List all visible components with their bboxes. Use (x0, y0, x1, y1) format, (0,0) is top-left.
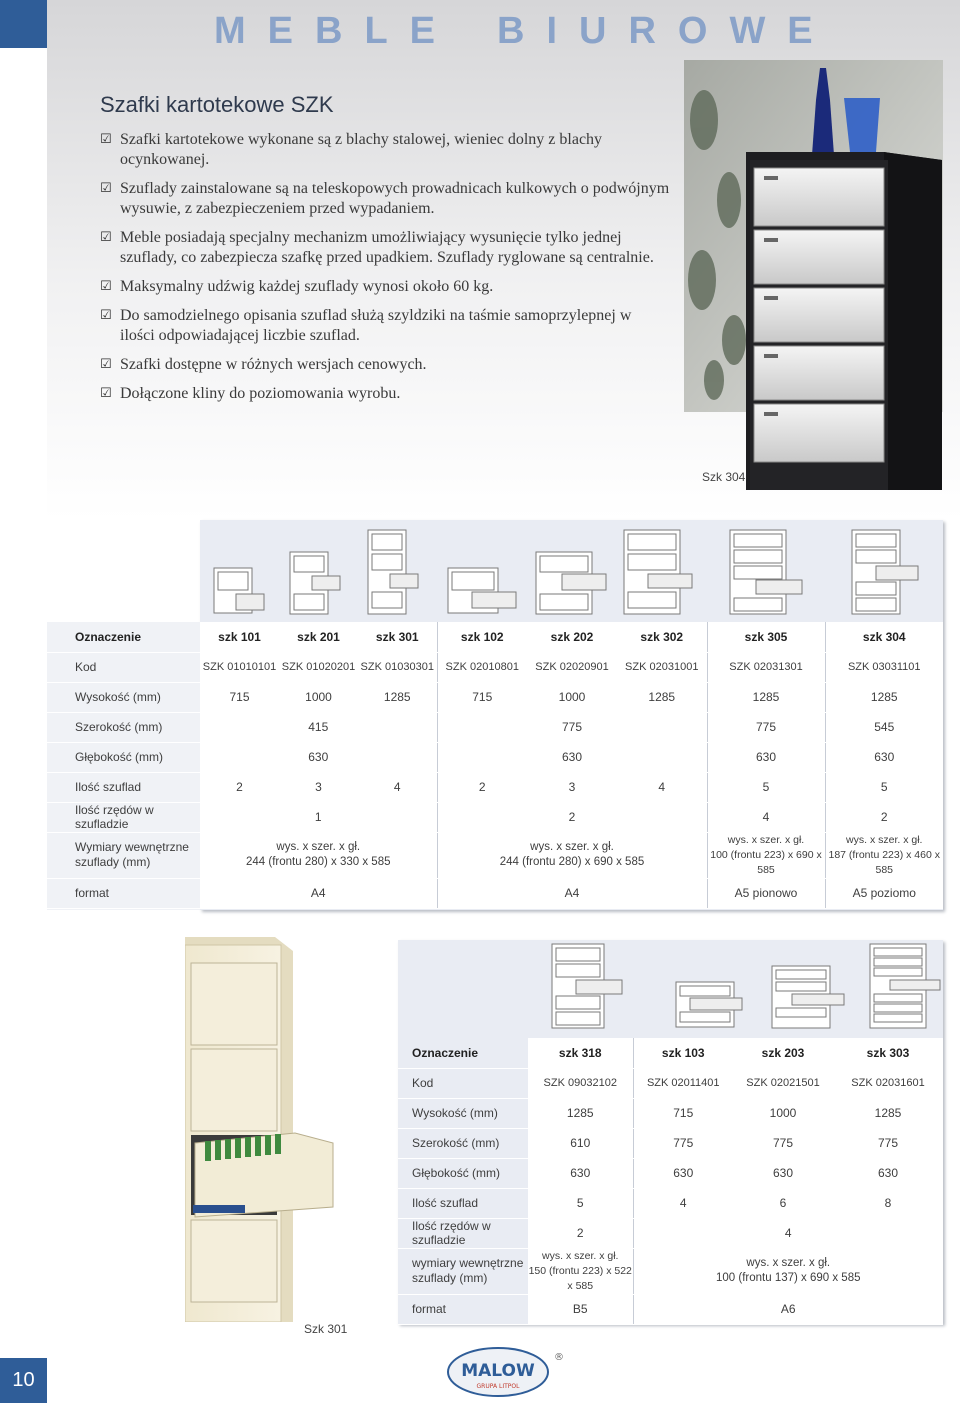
height-cell: 1000 (279, 682, 358, 712)
model-cell: szk 102 (437, 622, 527, 652)
dims-value: 244 (frontu 280) x 330 x 585 (246, 856, 391, 868)
feature-item: ☑ Do samodzielnego opisania szuflad służą szyldziki na taśmie samoprzylepnej w ilości odpowiadającej liczbie szuflad. (100, 307, 632, 344)
code-cell: SZK 01010101 (200, 652, 279, 682)
height-cell: 715 (633, 1098, 733, 1128)
table-row (47, 742, 943, 772)
depth-cell: 630 (528, 1158, 633, 1188)
rows-cell: 2 (528, 1218, 633, 1248)
row-label-glebokosc: Głębokość (mm) (47, 742, 200, 772)
checkbox-icon: ☑ (100, 386, 112, 401)
table-row (398, 1098, 943, 1128)
drawers-cell: 6 (733, 1188, 833, 1218)
feature-item: ☑ Szafki dostępne w różnych wersjach cenowych. (100, 356, 427, 373)
depth-cell: 630 (437, 742, 707, 772)
cabinet-szk101-icon (214, 568, 264, 613)
height-cell: 715 (200, 682, 279, 712)
drawers-cell: 4 (633, 1188, 733, 1218)
cabinet-szk103-icon (676, 982, 742, 1027)
cabinet-szk302-icon (624, 530, 692, 614)
row-label-ilosc: Ilość szuflad (398, 1188, 528, 1218)
row-label-wysokosc: Wysokość (mm) (398, 1098, 528, 1128)
cabinet-szk304-icon (852, 530, 918, 614)
row-label-format: format (398, 1294, 528, 1324)
cabinet-szk305-icon (730, 530, 802, 614)
row-label-rzedy: Ilość rzędów w szufladzie (47, 802, 200, 832)
format-cell: A6 (633, 1294, 943, 1324)
height-cell: 1000 (527, 682, 617, 712)
drawers-cell: 2 (200, 772, 279, 802)
spec-table-2 (398, 1038, 943, 1325)
cabinet-szk203-icon (772, 966, 844, 1028)
table-row (47, 622, 943, 652)
section-title: Szafki kartotekowe SZK (100, 92, 334, 117)
cabinet-szk303-icon (870, 944, 940, 1028)
feature-item: ☑ Meble posiadają specjalny mechanizm umożliwiający wysunięcie tylko jednej szuflady, co zabezpiecza szafkę przed upadkiem. Szuflady ryglowane są centralnie. (100, 229, 654, 266)
row-label-kod: Kod (47, 652, 200, 682)
row-label-glebokosc: Głębokość (mm) (398, 1158, 528, 1188)
height-cell: 1285 (358, 682, 437, 712)
depth-cell: 630 (833, 1158, 943, 1188)
dims-head: wys. x szer. x gł. (746, 1257, 831, 1269)
dims-cell (528, 1248, 633, 1294)
width-cell: 775 (707, 712, 825, 742)
dims-head: wys. x szer. x gł. (276, 841, 361, 853)
drawers-cell: 5 (825, 772, 943, 802)
model-cell: szk 318 (528, 1038, 633, 1068)
table-row (398, 1068, 943, 1098)
table-row (47, 878, 943, 908)
width-cell: 775 (633, 1128, 733, 1158)
header-word-1: MEBLE (214, 10, 457, 52)
dims-head: wys. x szer. x gł. (846, 833, 923, 846)
code-cell: SZK 02020901 (527, 652, 617, 682)
feature-item: ☑ Dołączone kliny do poziomowania wyrobu. (100, 385, 401, 402)
row-label-format: format (47, 878, 200, 908)
table-row (398, 1038, 943, 1068)
cabinet-icons-row-2 (540, 936, 943, 1036)
code-cell: SZK 03031101 (825, 652, 943, 682)
model-cell: szk 302 (617, 622, 707, 652)
rows-cell: 4 (633, 1218, 943, 1248)
header-word-2: BIUROWE (497, 10, 835, 52)
format-cell: A4 (200, 878, 437, 908)
row-label-wymiary: Wymiary wewnętrzne szuflady (mm) (47, 832, 200, 878)
row-label-kod: Kod (398, 1068, 528, 1098)
height-cell: 1000 (733, 1098, 833, 1128)
feature-item: ☑ Szuflady zainstalowane są na teleskopowych prowadnicach kulkowych o podwójnym wysuwie, z zabezpieczeniem przed wypadaniem. (100, 180, 670, 217)
checkbox-icon: ☑ (100, 230, 112, 245)
depth-cell: 630 (200, 742, 437, 772)
rows-cell: 2 (825, 802, 943, 832)
logo-registered-mark: ® (554, 1352, 564, 1363)
code-cell: SZK 01030301 (358, 652, 437, 682)
format-cell: A5 pionowo (707, 878, 825, 908)
dims-cell (825, 832, 943, 878)
cabinet-szk318-icon (552, 944, 622, 1028)
dims-cell (437, 832, 707, 878)
height-cell: 1285 (707, 682, 825, 712)
cabinet-icons-row-1 (200, 522, 943, 622)
page-number: 10 (0, 1358, 47, 1403)
feature-item: ☑ Szafki kartotekowe wykonane są z blachy stalowej, wieniec dolny z blachy ocynkowanej. (100, 131, 603, 168)
cabinet-szk301-icon (368, 530, 418, 614)
feature-list (100, 130, 670, 413)
drawers-cell: 5 (707, 772, 825, 802)
code-cell: SZK 02021501 (733, 1068, 833, 1098)
model-cell: szk 305 (707, 622, 825, 652)
height-cell: 1285 (528, 1098, 633, 1128)
code-cell: SZK 02031601 (833, 1068, 943, 1098)
width-cell: 775 (437, 712, 707, 742)
table-row (47, 802, 943, 832)
width-cell: 415 (200, 712, 437, 742)
row-label-wymiary: wymiary wewnętrzne szuflady (mm) (398, 1248, 528, 1294)
row-label-oznaczenie: Oznaczenie (398, 1038, 528, 1068)
depth-cell: 630 (633, 1158, 733, 1188)
dims-head: wys. x szer. x gł. (542, 1249, 619, 1262)
checkbox-icon: ☑ (100, 308, 112, 323)
height-cell: 1285 (825, 682, 943, 712)
dims-value: 100 (frontu 137) x 690 x 585 (716, 1272, 861, 1284)
table-row (47, 772, 943, 802)
table-row (47, 712, 943, 742)
drawers-cell: 8 (833, 1188, 943, 1218)
cabinet-szk202-icon (536, 552, 606, 614)
dims-cell (200, 832, 437, 878)
spec-table-1 (47, 622, 943, 909)
format-cell: A4 (437, 878, 707, 908)
cabinet-szk102-icon (448, 568, 516, 613)
code-cell: SZK 02031001 (617, 652, 707, 682)
code-cell: SZK 09032102 (528, 1068, 633, 1098)
corner-accent-stripe (0, 0, 47, 48)
width-cell: 775 (733, 1128, 833, 1158)
code-cell: SZK 02031301 (707, 652, 825, 682)
model-cell: szk 101 (200, 622, 279, 652)
rows-cell: 4 (707, 802, 825, 832)
dims-value: 100 (frontu 223) x 690 x 585 (710, 848, 822, 876)
rows-cell: 1 (200, 802, 437, 832)
row-label-wysokosc: Wysokość (mm) (47, 682, 200, 712)
dims-head: wys. x szer. x gł. (530, 841, 614, 853)
height-cell: 715 (437, 682, 527, 712)
code-cell: SZK 02011401 (633, 1068, 733, 1098)
row-label-oznaczenie: Oznaczenie (47, 622, 200, 652)
feature-item: ☑ Maksymalny udźwig każdej szuflady wynosi około 60 kg. (100, 278, 494, 295)
drawers-cell: 4 (358, 772, 437, 802)
row-label-szerokosc: Szerokość (mm) (398, 1128, 528, 1158)
dims-head: wys. x szer. x gł. (727, 833, 805, 846)
table-row (398, 1248, 943, 1294)
photo-caption-szk301: Szk 301 (304, 1322, 348, 1336)
table-row (47, 682, 943, 712)
checkbox-icon: ☑ (100, 181, 112, 196)
drawers-cell: 3 (527, 772, 617, 802)
code-cell: SZK 02010801 (437, 652, 527, 682)
table-row (47, 652, 943, 682)
depth-cell: 630 (707, 742, 825, 772)
format-cell: A5 poziomo (825, 878, 943, 908)
page-header-title (214, 10, 835, 53)
drawers-cell: 2 (437, 772, 527, 802)
height-cell: 1285 (617, 682, 707, 712)
cabinet-szk301-photo (185, 937, 365, 1322)
width-cell: 545 (825, 712, 943, 742)
malow-logo (446, 1346, 566, 1398)
logo-subtext: GRUPA LITPOL (476, 1383, 520, 1390)
table-row (398, 1294, 943, 1324)
drawers-cell: 4 (617, 772, 707, 802)
table-row (398, 1128, 943, 1158)
model-cell: szk 202 (527, 622, 617, 652)
width-cell: 610 (528, 1128, 633, 1158)
code-cell: SZK 01020201 (279, 652, 358, 682)
dims-cell (707, 832, 825, 878)
width-cell: 775 (833, 1128, 943, 1158)
row-label-rzedy: Ilość rzędów w szufladzie (398, 1218, 528, 1248)
model-cell: szk 201 (279, 622, 358, 652)
checkbox-icon: ☑ (100, 279, 112, 294)
drawers-cell: 5 (528, 1188, 633, 1218)
height-cell: 1285 (833, 1098, 943, 1128)
table-row (47, 832, 943, 878)
logo-text: MALOW (461, 1361, 535, 1381)
model-cell: szk 103 (633, 1038, 733, 1068)
rows-cell: 2 (437, 802, 707, 832)
dims-value: 150 (frontu 223) x 522 x 585 (528, 1264, 632, 1292)
dims-value: 187 (frontu 223) x 460 x 585 (828, 848, 940, 876)
checkbox-icon: ☑ (100, 357, 112, 372)
row-label-ilosc: Ilość szuflad (47, 772, 200, 802)
model-cell: szk 303 (833, 1038, 943, 1068)
table-row (398, 1158, 943, 1188)
model-cell: szk 203 (733, 1038, 833, 1068)
model-cell: szk 301 (358, 622, 437, 652)
format-cell: B5 (528, 1294, 633, 1324)
table-row (398, 1188, 943, 1218)
model-cell: szk 304 (825, 622, 943, 652)
photo-caption-szk304: Szk 304 (702, 470, 746, 484)
cabinet-szk304-photo (684, 60, 943, 492)
dims-cell (633, 1248, 943, 1294)
checkbox-icon: ☑ (100, 132, 112, 147)
row-label-szerokosc: Szerokość (mm) (47, 712, 200, 742)
cabinet-szk201-icon (290, 552, 340, 614)
drawers-cell: 3 (279, 772, 358, 802)
depth-cell: 630 (733, 1158, 833, 1188)
table-row (398, 1218, 943, 1248)
depth-cell: 630 (825, 742, 943, 772)
dims-value: 244 (frontu 280) x 690 x 585 (499, 856, 645, 868)
